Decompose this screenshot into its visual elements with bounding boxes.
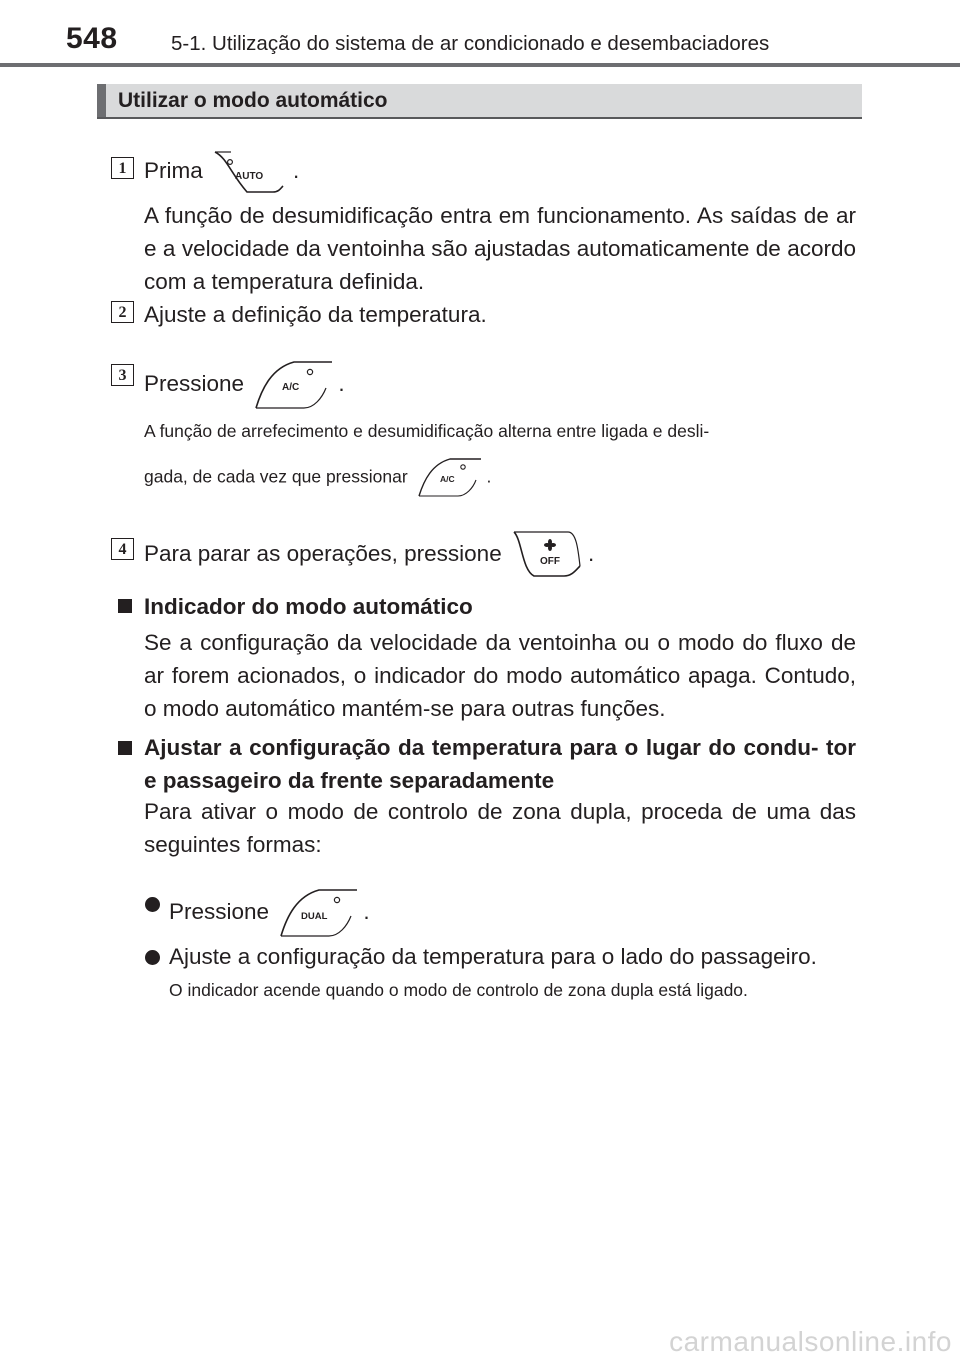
section-heading (97, 84, 862, 119)
step-2-instruction: Ajuste a definição da temperatura. (144, 302, 487, 327)
step-badge-4 (111, 538, 134, 560)
step-badge-3 (111, 364, 134, 386)
bullet-1-text: Pressione (169, 898, 270, 924)
subsection-1-body: Se a configuração da velocidade da ventoinha ou o modo do fluxo de ar forem acionados, o indicador do modo automático apaga. Contudo, o modo automático mantém-se para outras funções. (144, 630, 856, 721)
subsection-2-body: Para ativar o modo de controlo de zona dupla, proceda de uma das seguintes formas: (144, 799, 856, 857)
subsection-2-title: Ajustar a configuração da temperatura para o lugar do condu- tor e passageiro da frente separadamente (144, 735, 856, 793)
auto-button-label: AUTO (235, 171, 264, 182)
step-3-note-period: . (486, 466, 492, 487)
step-3-text: Pressione (144, 370, 245, 396)
section-heading-title: Utilizar o modo automático (118, 89, 388, 112)
off-button-icon (512, 530, 584, 580)
step-3-instruction (144, 358, 345, 412)
bullet-1-instruction (169, 886, 370, 940)
step-3-note-text: gada, de cada vez que pressionar (144, 466, 408, 487)
step-3-period: . (338, 370, 345, 396)
step-number: 2 (118, 304, 127, 321)
round-bullet-icon (145, 897, 160, 912)
step-badge-1 (111, 157, 134, 179)
watermark: carmanualsonline.info (669, 1326, 952, 1357)
step-4-instruction (144, 530, 594, 580)
bullet-1-period: . (363, 898, 370, 924)
off-button-label: OFF (539, 556, 560, 567)
subsection-1-title: Indicador do modo automático (144, 594, 473, 619)
step-1-description: A função de desumidificação entra em funcionamento. As saídas de ar e a velocidade da ventoinha são ajustadas automaticamente de acordo com a temperatura definida. (144, 203, 856, 294)
header-divider (0, 63, 960, 67)
dual-button-icon (279, 886, 359, 940)
step-4-text: Para parar as operações, pressione (144, 540, 502, 566)
auto-button-icon (213, 150, 289, 194)
ac-small-button-label: A/C (439, 474, 455, 484)
ac-button-icon (254, 358, 334, 412)
step-4-period: . (587, 540, 595, 566)
step-1-text: Prima (144, 157, 203, 183)
step-1-period: . (293, 157, 300, 183)
ac-button-label: A/C (282, 382, 300, 393)
round-bullet-icon (145, 950, 160, 965)
subsection-2-note: O indicador acende quando o modo de controlo de zona dupla está ligado. (169, 980, 748, 1000)
section-heading-bar (97, 84, 106, 117)
step-3-note-line-2 (144, 456, 491, 500)
step-1-instruction (144, 150, 299, 194)
square-bullet-icon (118, 741, 132, 755)
ac-button-small-icon (417, 456, 483, 500)
dual-button-label: DUAL (301, 911, 328, 922)
chapter-title: 5-1. Utilização do sistema de ar condicionado e desembaciadores (171, 32, 770, 55)
step-number: 4 (118, 541, 127, 558)
page-number: 548 (66, 22, 118, 55)
step-badge-2 (111, 301, 134, 323)
step-3-note-line-1: A função de arrefecimento e desumidificação alterna entre ligada e desli- (144, 421, 710, 441)
bullet-2-text: Ajuste a configuração da temperatura para o lado do passageiro. (169, 944, 817, 969)
step-number: 1 (118, 160, 127, 177)
square-bullet-icon (118, 599, 132, 613)
step-number: 3 (118, 367, 127, 384)
fan-icon (544, 539, 556, 551)
